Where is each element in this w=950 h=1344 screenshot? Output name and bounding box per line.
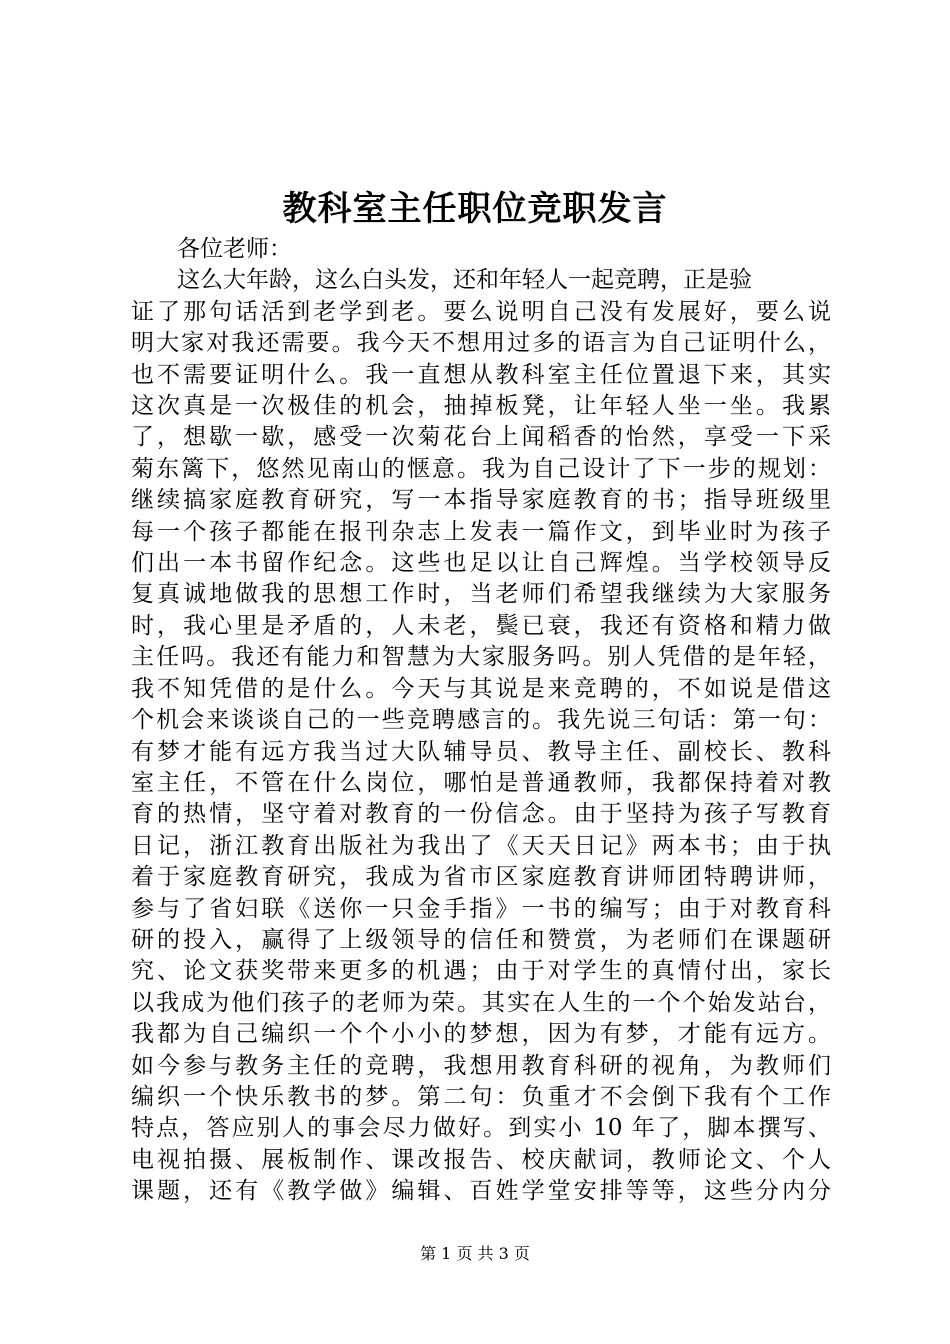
paragraph-line: 时，我心里是矛盾的，人未老，鬓已衰，我还有资格和精力做 <box>131 612 831 639</box>
paragraph-line: 个机会来谈谈自己的一些竞聘感言的。我先说三句话：第一句： <box>131 707 831 734</box>
paragraph-line: 育的热情，坚守着对教育的一份信念。由于坚持为孩子写教育 <box>131 801 831 828</box>
paragraph-line: 究、论文获奖带来更多的机遇；由于对学生的真情付出，家长 <box>131 958 831 985</box>
paragraph-line: 以我成为他们孩子的老师为荣。其实在人生的一个个始发站台， <box>131 989 831 1016</box>
paragraph-line: 也不需要证明什么。我一直想从教科室主任位置退下来，其实 <box>131 361 831 388</box>
paragraph-line: 特点，答应别人的事会尽力做好。到实小 10 年了，脚本撰写、 <box>131 1115 831 1142</box>
paragraph-line: 明大家对我还需要。我今天不想用过多的语言为自己证明什么， <box>131 330 831 357</box>
paragraph-line: 电视拍摄、展板制作、课改报告、校庆献词，教师论文、个人 <box>131 1146 831 1173</box>
paragraph-line: 继续搞家庭教育研究，写一本指导家庭教育的书；指导班级里 <box>131 487 831 514</box>
paragraph-line: 课题，还有《教学做》编辑、百姓学堂安排等等，这些分内分 <box>131 1178 831 1205</box>
paragraph-line: 如今参与教务主任的竞聘，我想用教育科研的视角，为教师们 <box>131 1052 831 1079</box>
paragraph-line: 我不知凭借的是什么。今天与其说是来竞聘的，不如说是借这 <box>131 675 831 702</box>
paragraph-line: 复真诚地做我的思想工作时，当老师们希望我继续为大家服务 <box>131 581 831 608</box>
paragraph-line: 证了那句话活到老学到老。要么说明自己没有发展好，要么说 <box>131 298 831 325</box>
paragraph-line: 这次真是一次极佳的机会，抽掉板凳，让年轻人坐一坐。我累 <box>131 393 831 420</box>
paragraph-line: 有梦才能有远方我当过大队辅导员、教导主任、副校长、教科 <box>131 738 831 765</box>
paragraph-line: 研的投入，赢得了上级领导的信任和赞赏，为老师们在课题研 <box>131 926 831 953</box>
paragraph-line: 主任吗。我还有能力和智慧为大家服务吗。别人凭借的是年轻， <box>131 644 831 671</box>
paragraph-line: 们出一本书留作纪念。这些也足以让自己辉煌。当学校领导反 <box>131 550 831 577</box>
page-number: 第 1 页 共 3 页 <box>420 1244 530 1263</box>
paragraph-line: 室主任，不管在什么岗位，哪怕是普通教师，我都保持着对教 <box>131 769 831 796</box>
paragraph-line: 着于家庭教育研究，我成为省市区家庭教育讲师团特聘讲师， <box>131 864 831 891</box>
paragraph-line: 日记，浙江教育出版社为我出了《天天日记》两本书；由于执 <box>131 832 831 859</box>
paragraph-line: 我都为自己编织一个个小小的梦想，因为有梦，才能有远方。 <box>131 1021 831 1048</box>
paragraph-line: 菊东篱下，悠然见南山的惬意。我为自己设计了下一步的规划： <box>131 455 831 482</box>
paragraph-line: 了，想歇一歇，感受一次菊花台上闻稻香的怡然，享受一下采 <box>131 424 831 451</box>
paragraph-line: 这么大年龄，这么白头发，还和年轻人一起竞聘，正是验 <box>177 267 752 294</box>
paragraph-line: 每一个孩子都能在报刊杂志上发表一篇作文，到毕业时为孩子 <box>131 518 831 545</box>
salutation: 各位老师： <box>177 236 292 262</box>
document-title: 教科室主任职位竞职发言 <box>282 189 668 229</box>
paragraph-line: 编织一个快乐教书的梦。第二句：负重才不会倒下我有个工作 <box>131 1083 831 1110</box>
document-body <box>131 234 831 1208</box>
paragraph-line: 参与了省妇联《送你一只金手指》一书的编写；由于对教育科 <box>131 895 831 922</box>
